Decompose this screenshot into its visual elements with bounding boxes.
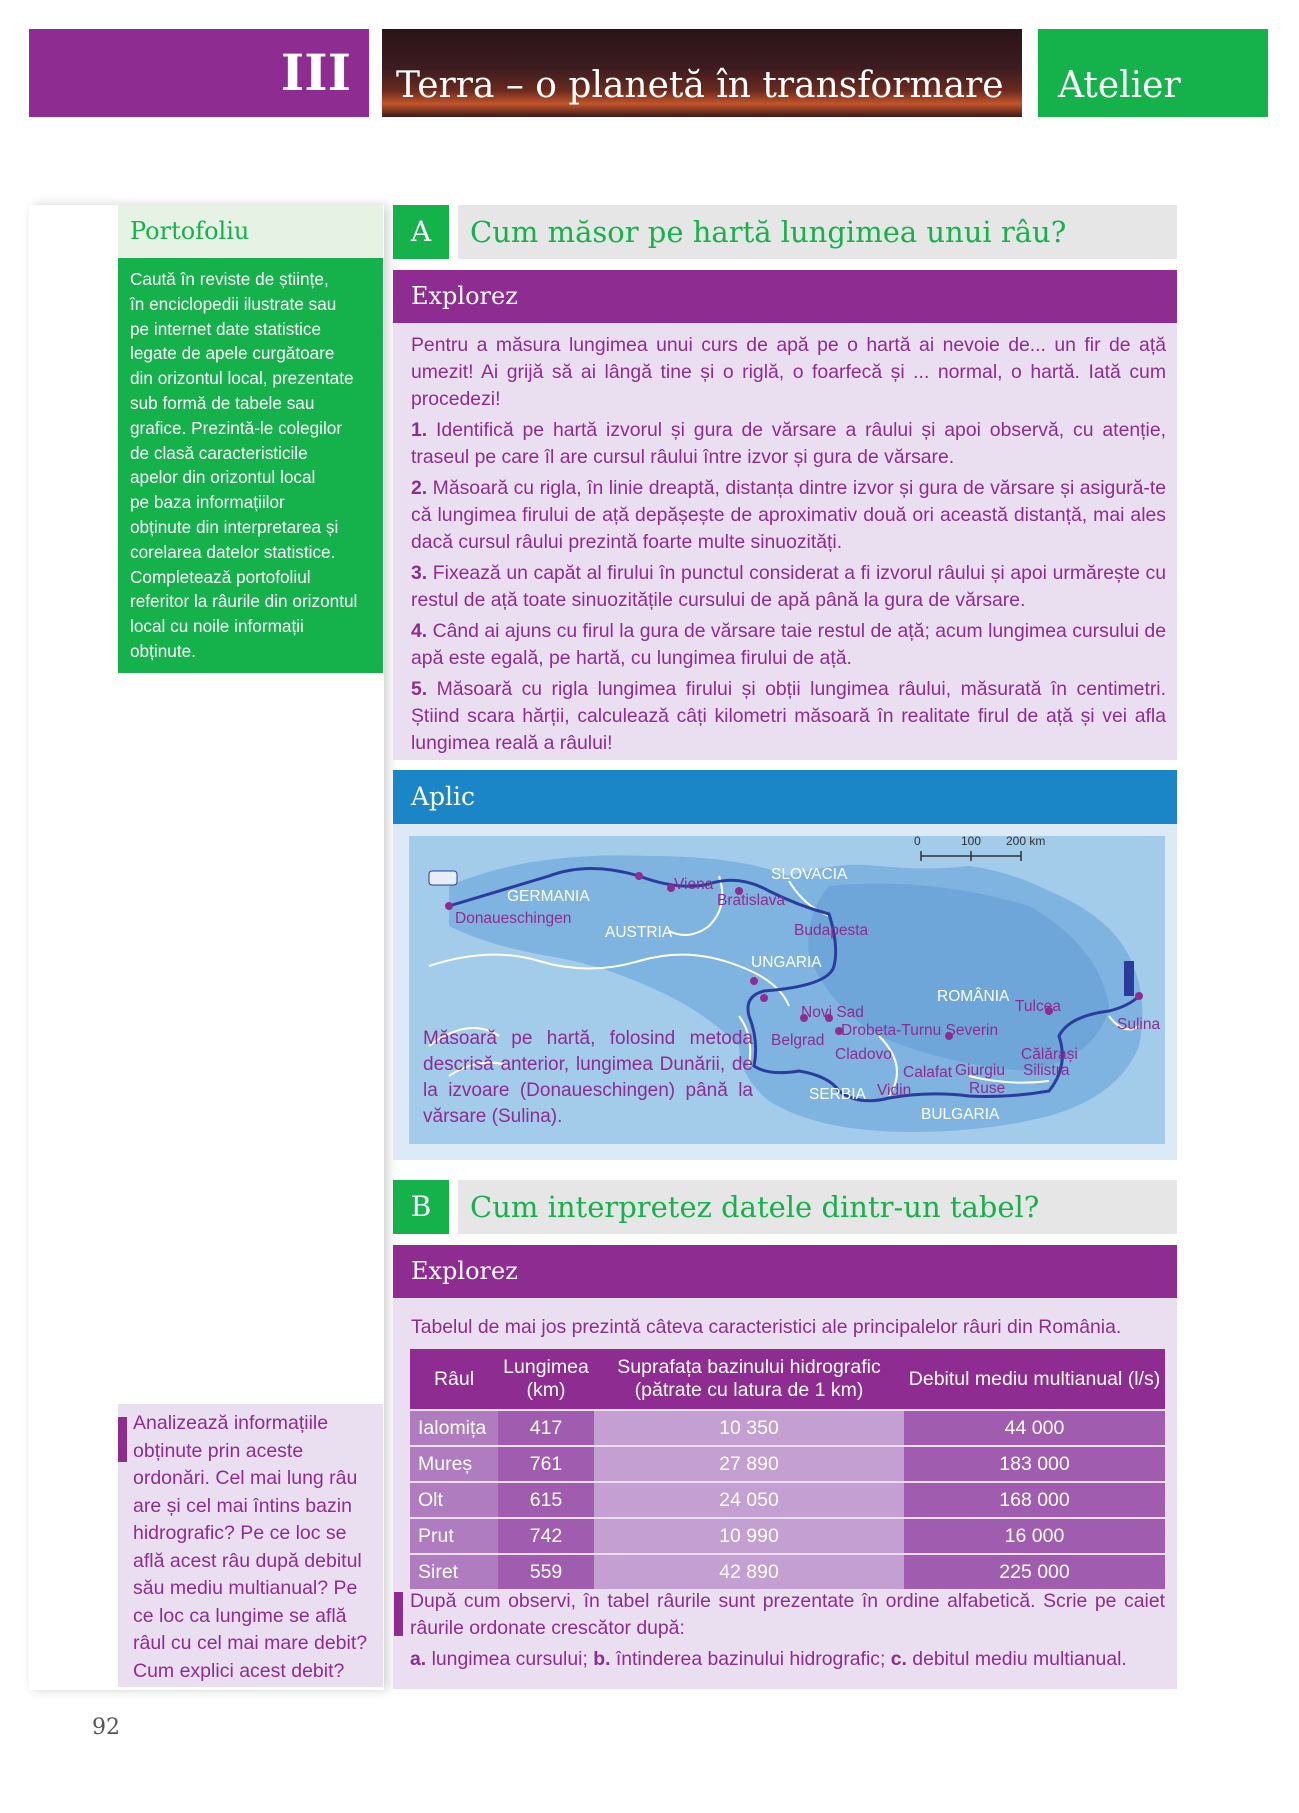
page-number: 92: [92, 1715, 120, 1740]
section-b-letter: B: [393, 1180, 449, 1234]
rivers-table: [410, 1349, 1165, 1589]
section-badge: [1038, 29, 1268, 117]
col-header-basin: Suprafața bazinului hidrografic (pătrate cu latura de 1 km): [594, 1349, 904, 1410]
country-serbia: SERBIA: [809, 1086, 866, 1103]
step-5: 5. Măsoară cu rigla lungimea firului și obții lungimea râului, măsurată în centimetri. Știind scara hărții, calculează câți kilometri măsoară în realitate firul de ață și vei afla lungimea reală a râului!: [411, 678, 1166, 754]
col-header-flow: Debitul mediu multianual (l/s): [904, 1349, 1165, 1410]
danube-map: [409, 836, 1165, 1144]
step-2: 2. Măsoară cu rigla, în linie dreaptă, distanța dintre izvor și gura de vărsare și asigură-te că lungimea firului de ață depășește de aproximativ două ori această distanță, mai ales dacă cursul râului prezintă foarte multe sinuozități.: [411, 477, 1166, 553]
explore-intro: Pentru a măsura lungimea unui curs de apă pe o hartă ai nevoie de... un fir de ață umezit! Ai grijă să ai lângă tine și o riglă, o foarfecă și ... normal, o hartă. Iată cum procedezi!: [411, 334, 1166, 410]
chapter-badge: [29, 29, 369, 117]
chapter-title: Terra – o planetă în transformare: [396, 65, 1004, 106]
city-calafat: Calafat: [903, 1064, 953, 1081]
section-b-explore-header: Explorez: [393, 1245, 1177, 1298]
scale-label-0: 0: [914, 836, 921, 848]
chapter-title-banner: [382, 29, 1022, 117]
table-row: Ialomița 417 10 350 44 000: [410, 1410, 1165, 1446]
aplic-header: Aplic: [393, 770, 1177, 824]
city-calarasi: Călărași: [1021, 1046, 1078, 1063]
section-a-letter: A: [393, 205, 449, 259]
chapter-number: III: [280, 43, 351, 102]
col-header-river: Râul: [410, 1349, 498, 1410]
order-instructions: După cum observi, în tabel râurile sunt prezentate în ordine alfabetică. Scrie pe caiet râurile ordonate crescător după:: [410, 1590, 1165, 1639]
map-task-text: Măsoară pe hartă, folosind metoda descrisă anterior, lungimea Dunării, de la izvoare (Donaueschingen) până la vărsare (Sulina).: [423, 1028, 753, 1127]
section-a-explore-header: Explorez: [393, 270, 1177, 323]
city-bratislava: Bratislava: [717, 892, 786, 909]
country-austria: AUSTRIA: [605, 924, 673, 941]
lighthouse-icon: [1124, 961, 1134, 996]
city-cladovo: Cladovo: [835, 1046, 892, 1063]
order-accent-bar: [394, 1592, 403, 1636]
section-b-title: Cum interpretez datele dintr-un tabel?: [458, 1180, 1177, 1234]
table-row: Mureș 761 27 890 183 000: [410, 1446, 1165, 1482]
country-slovacia: SLOVACIA: [771, 866, 848, 883]
city-belgrad: Belgrad: [771, 1032, 825, 1049]
order-criteria: a. lungimea cursului; b. întinderea bazinului hidrografic; c. debitul mediu multianual.: [410, 1648, 1127, 1670]
city-budapesta: Budapesta: [794, 922, 869, 939]
step-1: 1. Identifică pe hartă izvorul și gura de vărsare a râului și apoi observă, cu atenție, traseul pe care îl are cursul râului între izvor și gura de vărsare.: [411, 419, 1166, 468]
analyze-accent-bar: [118, 1417, 127, 1462]
city-ruse: Ruse: [969, 1080, 1006, 1097]
col-header-length: Lungimea (km): [498, 1349, 594, 1410]
section-label: Atelier: [1058, 65, 1181, 106]
country-bulgaria: BULGARIA: [921, 1106, 1000, 1123]
country-germania: GERMANIA: [507, 888, 590, 905]
city-drobeta: Drobeta-Turnu Severin: [841, 1022, 999, 1039]
city-tulcea: Tulcea: [1015, 998, 1061, 1015]
analyze-text: Analizează informațiile obținute prin aceste ordonări. Cel mai lung râu are și cel mai întins bazin hidrografic? Pe ce loc se află acest râu după debitul său mediu multianual? Pe ce loc ca lungime se află râul cu cel mai mare debit? Cum explici acest debit?: [133, 1412, 368, 1682]
city-novi-sad: Novi Sad: [801, 1004, 864, 1021]
scale-label-200: 200 km: [1006, 836, 1046, 848]
explore-instructions: [411, 332, 1166, 761]
country-ungaria: UNGARIA: [751, 954, 822, 971]
table-row: Prut 742 10 990 16 000: [410, 1518, 1165, 1554]
step-4: 4. Când ai ajuns cu firul la gura de vărsare taie restul de ață; acum lungimea cursului de apă este egală, pe hartă, cu lungimea firului de ață.: [411, 620, 1166, 669]
city-sulina: Sulina: [1117, 1016, 1161, 1033]
table-row: Siret 559 42 890 225 000: [410, 1554, 1165, 1589]
table-row: Olt 615 24 050 168 000: [410, 1482, 1165, 1518]
country-romania: ROMÂNIA: [937, 988, 1010, 1005]
step-3: 3. Fixează un capăt al firului în punctul considerat a fi izvorul râului și apoi urmărește cu restul de ață toate sinuozitățile cursului de apă până la gura de vărsare.: [411, 562, 1166, 611]
section-a-title: Cum măsor pe hartă lungimea unui râu?: [458, 205, 1177, 259]
portfolio-title: Portofoliu: [130, 217, 250, 245]
scale-label-100: 100: [961, 836, 982, 848]
city-giurgiu: Giurgiu: [955, 1062, 1005, 1079]
city-viena: Viena: [674, 876, 714, 893]
colosseum-icon: [429, 871, 457, 885]
portfolio-text: Caută în reviste de științe, în enciclopedii ilustrate sau pe internet date statistice legate de apele curgătoare din orizontul local, prezentate sub formă de tabele sau grafice. Prezintă-le colegilor de clasă caracteristicile apelor din orizontul local pe baza informațiilor obținute din interpretarea și corelarea datelor statistice. Completează portofoliul referitor la râurile din orizontul local cu noile informații obținute.: [130, 269, 358, 661]
city-vidin: Vidin: [877, 1082, 912, 1099]
table-intro: Tabelul de mai jos prezintă câteva caracteristici ale principalelor râuri din România.: [411, 1316, 1122, 1338]
city-donaueschingen: Donaueschingen: [455, 910, 572, 927]
portfolio-header: [118, 205, 383, 257]
city-silistra: Silistra: [1023, 1062, 1070, 1079]
portfolio-box: [118, 258, 383, 673]
